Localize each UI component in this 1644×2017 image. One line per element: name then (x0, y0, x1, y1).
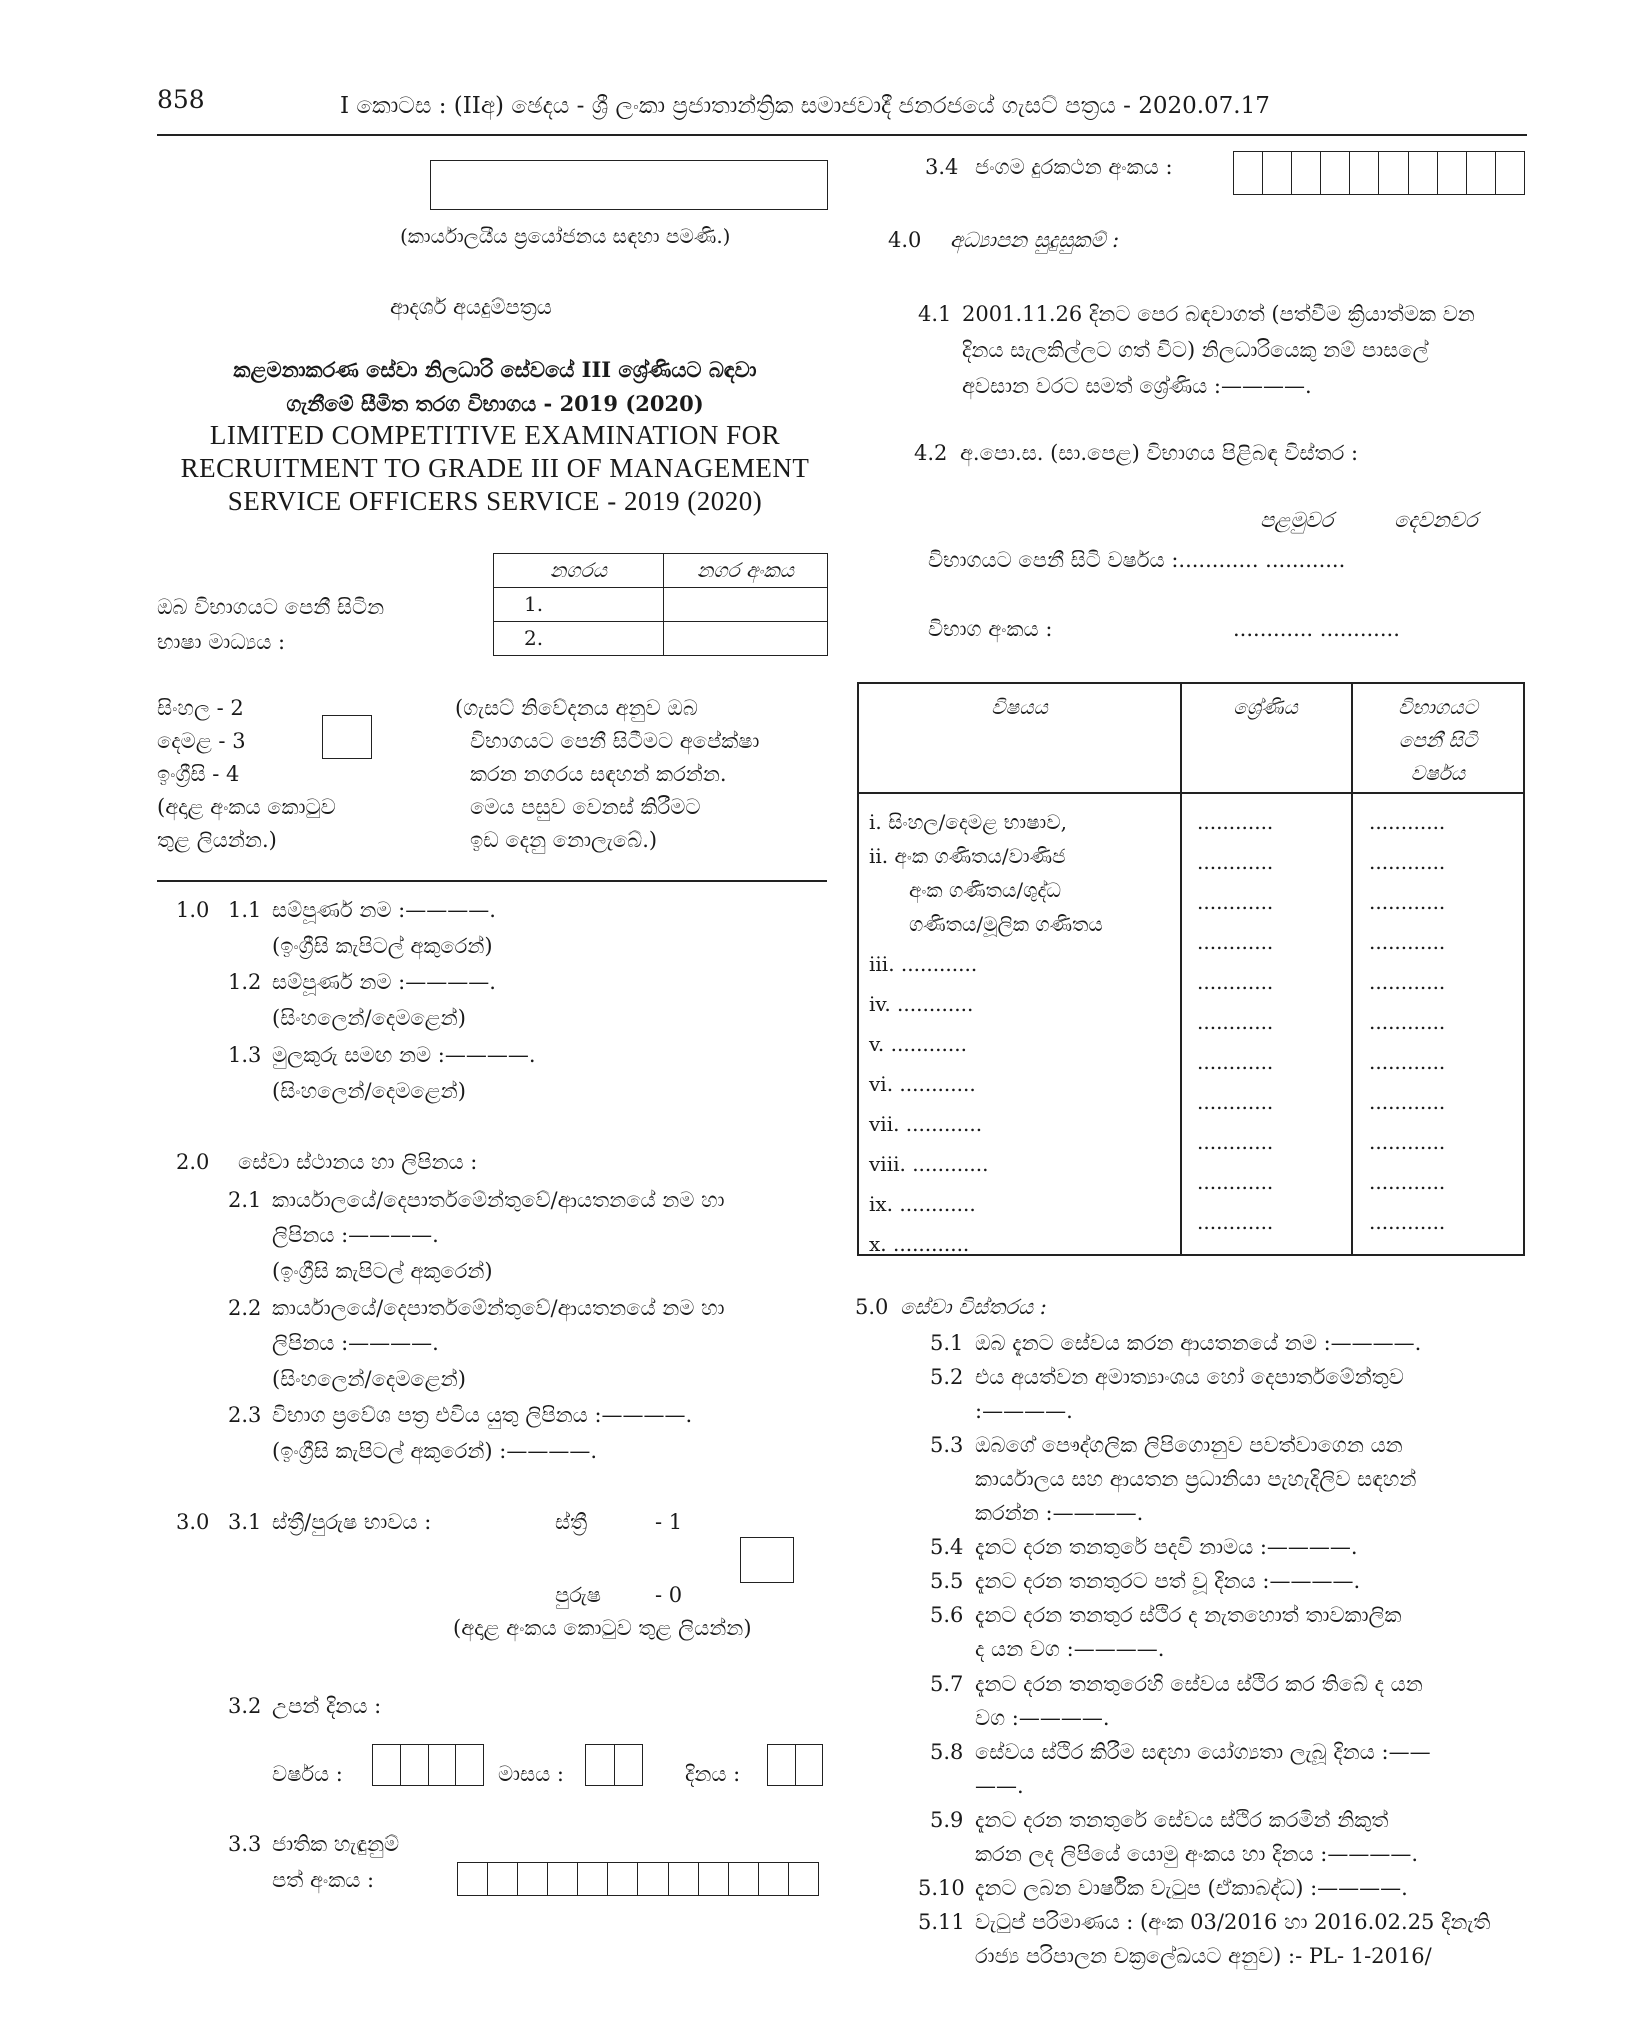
city-note-3: කරන නගරය සඳහන් කරන්න. (470, 762, 727, 786)
item-3-4-number: 3.4 (925, 155, 959, 179)
gender-note: (අදාළ අංකය කොටුව තුළ ලියන්න) (453, 1616, 752, 1640)
item-5-7-line1: දැනට දරන තනතුරෙහි සේවය ස්ථිර කර තිබේ ද යන (975, 1672, 1423, 1696)
appointment-date-field[interactable]: දැනට දරන තනතුරට පත් වූ දිනය :————. (975, 1569, 1361, 1593)
item-5-3-line1: ඔබගේ පෞද්ගලික ලිපිගොනුව පවත්වාගෙන යන (975, 1433, 1403, 1457)
medium-code-box[interactable] (322, 715, 372, 759)
year-cell[interactable]: ............ (1369, 1010, 1446, 1034)
item-4-1-number: 4.1 (918, 302, 952, 326)
item-5-10-number: 5.10 (918, 1876, 965, 1900)
year-cell[interactable]: ............ (1369, 930, 1446, 954)
birth-day-boxes[interactable] (767, 1744, 823, 1786)
subject-list (869, 802, 1103, 1264)
eligibility-date-field[interactable]: ——. (975, 1774, 1024, 1798)
grade-cell[interactable]: ............ (1197, 850, 1274, 874)
item-5-8-number: 5.8 (930, 1740, 964, 1764)
grade-col-header: ශ්‍රේණිය (1233, 695, 1298, 719)
first-attempt-label: පළමුවර (1260, 508, 1334, 532)
item-1-2-note: (සිංහලෙන්/දෙමළෙන්) (272, 1006, 466, 1030)
item-3-1-number: 3.1 (228, 1510, 262, 1534)
title-english-line3: SERVICE OFFICERS SERVICE - 2019 (2020) (227, 486, 763, 516)
item-4-2-number: 4.2 (914, 441, 948, 465)
section-2-title: සේවා ස්ථානය හා ලිපිනය : (238, 1150, 478, 1174)
grade-cell[interactable]: ............ (1197, 1170, 1274, 1194)
city-note-2: විභාගයට පෙනී සිටීමට අපේක්ෂා (470, 729, 760, 753)
ol-results-table (857, 682, 1525, 1256)
grade-cell[interactable]: ............ (1197, 970, 1274, 994)
lang-instruction-2: තුළ ලියන්න.) (157, 828, 277, 852)
subject-row[interactable]: iv. ............ (869, 992, 974, 1016)
office-use-box[interactable] (430, 160, 828, 210)
full-name-sinhala-field[interactable]: සම්පූර්ණ නම :————. (272, 970, 496, 994)
table-divider (1180, 684, 1182, 1254)
year-cell[interactable]: ............ (1369, 1050, 1446, 1074)
year-column-dots[interactable] (1369, 802, 1445, 1242)
designation-field[interactable]: දැනට දරන තනතුරේ පදවි නාමය :————. (975, 1535, 1358, 1559)
year-col-header-1: විභාගයට (1398, 695, 1478, 719)
city-number-cell-1[interactable] (664, 588, 828, 622)
grade-cell[interactable]: ............ (1197, 890, 1274, 914)
lang-tamil: දෙමළ - 3 (157, 729, 246, 753)
nic-number-boxes[interactable] (457, 1862, 819, 1896)
grade-cell[interactable]: ............ (1197, 810, 1274, 834)
birth-year-boxes[interactable] (372, 1744, 484, 1786)
city-note-5: ඉඩ දෙනු නොලැබේ.) (470, 828, 658, 852)
mobile-number-boxes[interactable] (1233, 151, 1525, 195)
nic-label-line1: ජාතික හැඳුනුම් (272, 1832, 400, 1856)
item-5-2-number: 5.2 (930, 1365, 964, 1389)
item-1-3-note: (සිංහලෙන්/දෙමළෙන්) (272, 1079, 466, 1103)
service-confirmed-field[interactable]: වග :————. (975, 1706, 1110, 1730)
gender-code-box[interactable] (740, 1537, 794, 1583)
admission-address-field[interactable]: විභාග ප්‍රවේශ පත්‍ර එවිය යුතු ලිපිනය :————. (272, 1403, 693, 1427)
year-cell[interactable]: ............ (1369, 890, 1446, 914)
office-address-english-field[interactable]: ලිපිනය :————. (272, 1223, 439, 1247)
item-5-1-number: 5.1 (930, 1331, 964, 1355)
lang-sinhala: සිංහල - 2 (157, 696, 244, 720)
subject-row[interactable]: viii. ............ (869, 1152, 989, 1176)
item-3-3-number: 3.3 (228, 1832, 262, 1856)
grade-cell[interactable]: ............ (1197, 1010, 1274, 1034)
annual-salary-field[interactable]: දැනට ලබන වාර්ෂික වැටුප (ඒකාබද්ධ) :————. (975, 1876, 1408, 1900)
salary-scale-field[interactable]: රාජ්‍ය පරිපාලන චක්‍රලේඛයට අනුව) :- PL- 1-2016/ (975, 1944, 1432, 1968)
title-english-line1: LIMITED COMPETITIVE EXAMINATION FOR (209, 420, 781, 450)
item-5-5-number: 5.5 (930, 1569, 964, 1593)
item-2-1-number: 2.1 (228, 1188, 262, 1212)
year-cell[interactable]: ............ (1369, 1130, 1446, 1154)
item-5-6-number: 5.6 (930, 1603, 964, 1627)
ministry-field[interactable]: :————. (975, 1399, 1073, 1423)
subject-row: i. සිංහල/දෙමළ භාෂාව, (869, 810, 1067, 834)
item-5-7-number: 5.7 (930, 1672, 964, 1696)
section-3-number: 3.0 (176, 1510, 210, 1534)
subject-row[interactable]: ix. ............ (869, 1192, 976, 1216)
city-note-4: මෙය පසුව වෙනස් කිරීමට (470, 795, 701, 819)
title-english-line2: RECRUITMENT TO GRADE III OF MANAGEMENT (180, 453, 810, 483)
item-5-8-line1: සේවය ස්ථිර කිරීම සඳහා යෝග්‍යතා ලැබූ දිනය :—— (975, 1740, 1431, 1764)
subject-col-header: විෂයය (991, 695, 1048, 719)
office-use-label: (කාර්යාලයීය ප්‍රයෝජනය සඳහා පමණි.) (400, 224, 731, 248)
item-2-1-line1: කාර්යාලයේ/දෙපාර්තමේන්තුවේ/ආයතනයේ නම හා (272, 1188, 725, 1212)
city-col-header: නගරය (494, 554, 664, 588)
item-2-2-note: (සිංහලෙන්/දෙමළෙන්) (272, 1367, 466, 1391)
grade-cell[interactable]: ............ (1197, 1090, 1274, 1114)
item-5-6-line1: දැනට දරන තනතුර ස්ථිර ද නැතහොත් තාවකාලික (975, 1603, 1402, 1627)
admission-address-english-field[interactable]: (ඉංග්‍රීසි කැපිටල් අකුරෙන්) :————. (272, 1439, 598, 1463)
item-1-3-number: 1.3 (228, 1043, 262, 1067)
item-5-11-number: 5.11 (918, 1910, 965, 1934)
birth-month-boxes[interactable] (585, 1744, 643, 1786)
subject-row: ගණිතය/මූලික ගණිතය (909, 912, 1103, 936)
year-cell[interactable]: ............ (1369, 970, 1446, 994)
subject-row[interactable]: vi. ............ (869, 1072, 976, 1096)
nic-label-line2: පත් අංකය : (272, 1868, 375, 1892)
item-2-1-note: (ඉංග්‍රීසි කැපිටල් අකුරෙන්) (272, 1259, 493, 1283)
last-grade-passed-field[interactable]: අවසාන වරට සමත් ශ්‍රේණිය :————. (962, 374, 1312, 398)
subject-row[interactable]: iii. ............ (869, 952, 978, 976)
subject-row[interactable]: v. ............ (869, 1032, 967, 1056)
item-2-3-number: 2.3 (228, 1403, 262, 1427)
item-5-11-line1: වැටුප් පරිමාණය : (අංක 03/2016 හා 2016.02.25 දිනැති (975, 1910, 1491, 1934)
current-institution-field[interactable]: ඔබ දැනට සේවය කරන ආයතනයේ නම :————. (975, 1331, 1422, 1355)
item-5-9-line1: දැනට දරන තනතුරේ සේවය ස්ථිර කරමින් නිකුත් (975, 1808, 1389, 1832)
female-label: ස්ත්‍රී (555, 1510, 588, 1534)
subject-row[interactable]: vii. ............ (869, 1112, 983, 1136)
section-4-title: අධ්‍යාපන සුදුසුකම් : (950, 228, 1120, 252)
medium-label-line1: ඔබ විභාගයට පෙනී සිටින (157, 595, 385, 619)
male-code: - 0 (655, 1583, 683, 1607)
city-number-col-header: නගර අංකය (664, 554, 828, 588)
grade-cell[interactable]: ............ (1197, 1130, 1274, 1154)
ol-exam-details-label: අ.පො.ස. (සා.පෙළ) විභාගය පිළිබඳ විස්තර : (960, 441, 1359, 465)
lang-instruction-1: (අදාළ අංකය කොටුව (157, 795, 336, 819)
personal-file-office-field[interactable]: කරන්න :————. (975, 1501, 1144, 1525)
section-5-title: සේවා විස්තරය : (900, 1295, 1047, 1319)
item-2-2-number: 2.2 (228, 1296, 262, 1320)
table-divider (859, 792, 1523, 794)
year-cell[interactable]: ............ (1369, 810, 1446, 834)
index-number-label: විභාග අංකය : (928, 617, 1053, 641)
item-5-4-number: 5.4 (930, 1535, 964, 1559)
subject-row: අංක ගණිතය/ශුද්ධ (909, 878, 1062, 902)
year-cell[interactable]: ............ (1369, 1170, 1446, 1194)
section-1-number: 1.0 (176, 898, 210, 922)
city-note-1: (ගැසට් නිවේදනය අනුව ඔබ (455, 696, 698, 720)
page-header-title: I කොටස : (IIඅ) ඡෙදය - ශ්‍රී ලංකා ප්‍රජාතාන්ත්‍රික සමාජවාදී ජනරජයේ ගැසට් පත්‍රය - 2020.07.17 (340, 93, 1270, 119)
female-code: - 1 (655, 1510, 683, 1534)
header-rule (157, 134, 1527, 136)
year-col-header-2: පෙනී සිටි (1398, 728, 1478, 752)
item-1-1-note: (ඉංග්‍රීසි කැපිටල් අකුරෙන්) (272, 934, 493, 958)
full-name-english-field[interactable]: සම්පූර්ණ නම :————. (272, 898, 496, 922)
grade-cell[interactable]: ............ (1197, 1210, 1274, 1234)
index-number-field[interactable]: ............ ............ (1233, 617, 1400, 641)
item-3-2-number: 3.2 (228, 1694, 262, 1718)
section-5-number: 5.0 (855, 1295, 889, 1319)
lang-english: ඉංග්‍රීසි - 4 (157, 762, 240, 786)
mobile-number-label: ජංගම දුරකථන අංකය : (975, 155, 1173, 179)
left-section-rule (157, 880, 827, 882)
grade-column-dots[interactable] (1197, 802, 1273, 1242)
birth-date-label: උපන් දිනය : (272, 1694, 382, 1718)
title-sinhala-line2: ගැනීමේ සීමිත තරග විභාගය - 2019 (2020) (286, 391, 704, 416)
year-col-header-3: වර්ෂය (1410, 761, 1466, 785)
male-label: පුරුෂ (555, 1583, 601, 1607)
gender-label: ස්ත්‍රී/පුරුෂ භාවය : (272, 1510, 432, 1534)
item-1-2-number: 1.2 (228, 970, 262, 994)
city-number-cell-2[interactable] (664, 622, 828, 656)
item-5-3-line2: කාර්යාලය සහ ආයතන ප්‍රධානියා පැහැදිලිව සඳහන් (975, 1467, 1417, 1491)
birth-year-label: වර්ෂය : (272, 1762, 343, 1786)
city-table (493, 553, 828, 656)
year-cell[interactable]: ............ (1369, 850, 1446, 874)
confirmation-letter-field[interactable]: කරන ලද ලිපියේ යොමු අංකය හා දිනය :————. (975, 1842, 1418, 1866)
birth-day-label: දිනය : (685, 1762, 741, 1786)
item-4-1-line1: 2001.11.26 දිනට පෙර බඳවාගත් (පත්වීම ක්‍රියාත්මක වන (962, 302, 1475, 326)
grade-cell[interactable]: ............ (1197, 930, 1274, 954)
item-4-1-line2: දිනය සැලකිල්ලට ගත් විට) නිලධාරියෙකු නම් පාසලේ (962, 338, 1429, 362)
second-attempt-label: දෙවනවර (1394, 508, 1478, 532)
item-5-2-line1: එය අයත්වන අමාත්‍යාංශය හෝ දෙපාර්තමේන්තුව (975, 1365, 1404, 1389)
year-cell[interactable]: ............ (1369, 1210, 1446, 1234)
name-with-initials-field[interactable]: මුලකුරු සමඟ නම :————. (272, 1043, 536, 1067)
model-application-label: ආදර්ශ අයදුම්පත්‍රය (390, 295, 552, 319)
item-5-9-number: 5.9 (930, 1808, 964, 1832)
section-4-number: 4.0 (888, 228, 922, 252)
city-row-2[interactable]: 2. (494, 622, 664, 656)
title-sinhala-line1: කළමනාකරණ සේවා නිලධාරි සේවයේ III ශ්‍රේණියට බඳවා (233, 357, 757, 382)
subject-row: ii. අංක ගණිතය/වාණිජ (869, 844, 1066, 868)
item-1-1-number: 1.1 (228, 898, 262, 922)
birth-month-label: මාසය : (498, 1762, 564, 1786)
page-number: 858 (157, 85, 205, 114)
city-row-1[interactable]: 1. (494, 588, 664, 622)
year-cell[interactable]: ............ (1369, 1090, 1446, 1114)
exam-year-field[interactable]: විභාගයට පෙනී සිටි වර්ෂය :............ ............ (928, 548, 1346, 572)
item-5-3-number: 5.3 (930, 1433, 964, 1457)
post-permanence-field[interactable]: ද යන වග :————. (975, 1637, 1165, 1661)
section-2-number: 2.0 (176, 1150, 210, 1174)
medium-label-line2: භාෂා මාධ්‍යය : (157, 630, 286, 654)
grade-cell[interactable]: ............ (1197, 1050, 1274, 1074)
item-2-2-line1: කාර්යාලයේ/දෙපාර්තමේන්තුවේ/ආයතනයේ නම හා (272, 1296, 725, 1320)
office-address-sinhala-field[interactable]: ලිපිනය :————. (272, 1331, 439, 1355)
subject-row[interactable]: x. ............ (869, 1232, 970, 1256)
